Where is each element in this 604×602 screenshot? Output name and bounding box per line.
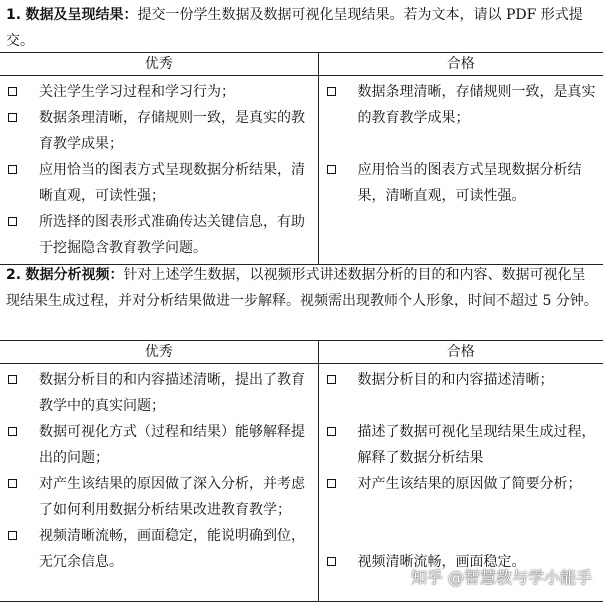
criterion-text: 应用恰当的图表方式呈现数据分析结果，清晰直观，可读性强。 bbox=[357, 162, 582, 204]
section1-excellent-cell bbox=[0, 76, 318, 265]
watermark bbox=[411, 565, 592, 588]
checkbox-icon bbox=[8, 165, 17, 174]
criterion-item bbox=[323, 419, 598, 471]
criterion-text: 数据可视化方式（过程和结果）能够解释提出的问题； bbox=[39, 424, 305, 466]
criterion-text: 视频清晰流畅，画面稳定，能说明确到位，无冗余信息。 bbox=[39, 528, 305, 570]
section2-excellent-cell bbox=[0, 364, 318, 602]
criterion-item bbox=[323, 471, 598, 549]
checkbox-icon bbox=[8, 113, 17, 122]
criterion-text: 视频清晰流畅，画面稳定。 bbox=[357, 554, 526, 570]
criterion-item bbox=[4, 209, 312, 261]
watermark-text: 知乎 @智慧教与学小能手 bbox=[410, 568, 592, 587]
criterion-text: 数据分析目的和内容描述清晰，提出了教育教学中的真实问题； bbox=[39, 372, 305, 414]
checkbox-icon bbox=[327, 87, 336, 96]
criterion-item bbox=[4, 367, 312, 419]
checkbox-icon bbox=[327, 375, 336, 384]
checkbox-icon bbox=[8, 375, 17, 384]
criterion-item bbox=[323, 367, 598, 419]
checkbox-icon bbox=[327, 427, 336, 436]
criterion-text: 对产生该结果的原因做了简要分析； bbox=[357, 476, 582, 492]
section1-number: 1. bbox=[6, 7, 22, 23]
section1-col-pass: 合格 bbox=[318, 53, 603, 76]
section2-title: 数据分析视频： bbox=[25, 267, 124, 283]
checkbox-icon bbox=[8, 217, 17, 226]
section2-col-pass: 合格 bbox=[318, 341, 603, 364]
criterion-item bbox=[4, 79, 312, 105]
checkbox-icon bbox=[8, 531, 17, 540]
checkbox-icon bbox=[327, 165, 336, 174]
criterion-item bbox=[4, 157, 312, 209]
criterion-text: 数据条理清晰，存储规则一致，是真实的教育教学成果； bbox=[39, 110, 305, 152]
section1-text: 提交一份学生数据及数据可视化呈现结果。若为文本，请以 PDF 形式提交。 bbox=[6, 7, 583, 49]
criterion-item bbox=[4, 471, 312, 523]
section1-heading bbox=[6, 2, 598, 54]
criterion-text: 描述了数据可视化呈现结果生成过程，解释了数据分析结果 bbox=[357, 424, 596, 466]
checkbox-icon bbox=[8, 87, 17, 96]
section1-pass-cell bbox=[318, 76, 603, 265]
criterion-text: 应用恰当的图表方式呈现数据分析结果，清晰直观，可读性强； bbox=[39, 162, 305, 204]
criterion-item bbox=[4, 105, 312, 157]
checkbox-icon bbox=[327, 557, 336, 566]
section2-heading bbox=[6, 262, 598, 314]
section1-table bbox=[0, 52, 603, 265]
checkbox-icon bbox=[327, 479, 336, 488]
criterion-text: 数据条理清晰，存储规则一致，是真实的教育教学成果； bbox=[357, 84, 596, 126]
section1-col-excellent: 优秀 bbox=[0, 53, 318, 76]
section2-col-excellent: 优秀 bbox=[0, 341, 318, 364]
section2-table bbox=[0, 340, 603, 602]
checkbox-icon bbox=[8, 479, 17, 488]
criterion-text: 所选择的图表形式准确传达关键信息，有助于挖掘隐含教育教学问题。 bbox=[39, 214, 305, 256]
section1-title: 数据及呈现结果： bbox=[25, 7, 138, 23]
section2-text: 针对上述学生数据，以视频形式讲述数据分析的目的和内容、数据可视化呈现结果生成过程，并对分析结果做进一步解释。视频需出现教师个人形象，时间不超过 5 分钟。 bbox=[6, 267, 598, 309]
checkbox-icon bbox=[8, 427, 17, 436]
criterion-text: 关注学生学习过程和学习行为； bbox=[39, 84, 235, 100]
criterion-text: 数据分析目的和内容描述清晰； bbox=[357, 372, 554, 388]
criterion-item bbox=[323, 79, 598, 131]
criterion-text: 对产生该结果的原因做了深入分析，并考虑了如何利用数据分析结果改进教育教学； bbox=[39, 476, 305, 518]
criterion-item bbox=[4, 419, 312, 471]
criterion-item bbox=[323, 157, 598, 209]
section2-number: 2. bbox=[6, 267, 22, 283]
criterion-item bbox=[4, 523, 312, 575]
